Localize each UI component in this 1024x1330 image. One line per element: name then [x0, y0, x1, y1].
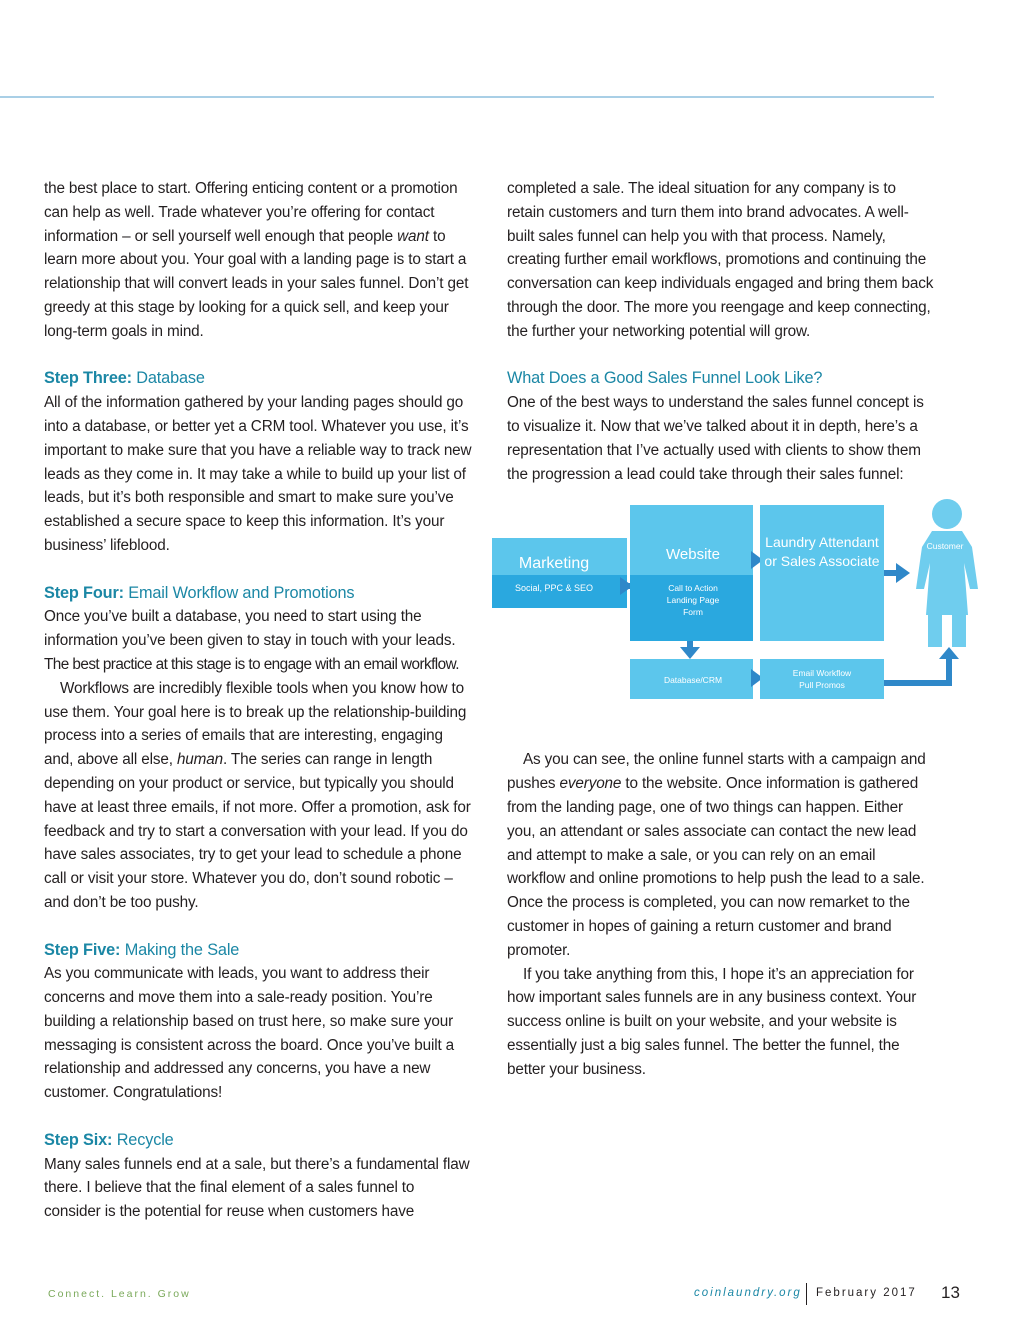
right-paragraph-1: As you can see, the online funnel starts with a campaign and pushes everyone to the website. Once information is gathered from the landing page, one of two things can happen. Either you, an attendant or sales associate can contact the new lead and attempt to make a sale, or you can rely on an email workflow and online promotions to help push the lead to a sale. Once the process is completed, you can now remarket to the customer in hopes of gaining a return customer and brand promoter.: [507, 751, 926, 959]
left-column: [44, 177, 472, 1224]
email-line-1: Email Workflow: [792, 668, 852, 678]
step-three-heading: Step Three: Database: [44, 369, 205, 388]
step-three-body: All of the information gathered by your landing pages should go into a database, or better yet a CRM tool. Whatever you use, it’s important to make sure that you have a reliable way to track new leads as they come in. It may take a while to build up your list of leads, but it’s both responsible and smart to make sure you’ve established a secure space to keep this information. It’s your business’ lifeblood.: [44, 394, 472, 554]
arrow-email-customer: [884, 647, 959, 683]
marketing-box: [492, 538, 627, 608]
step-six-body: Many sales funnels end at a sale, but there’s a fundamental flaw there. I believe that the final element of a sales funnel to consider is the potential for reuse when customers have: [44, 1155, 470, 1221]
customer-label: Customer: [926, 541, 964, 551]
section-body: One of the best ways to understand the sales funnel concept is to visualize it. Now that we’ve talked about it in depth, here’s a representation that I’ve actually used with clients to show them the progression a lead could take through their sales funnel:: [507, 394, 924, 483]
arrow-website-database: [680, 641, 700, 659]
step-four-heading: Step Four: Email Workflow and Promotions: [44, 583, 355, 602]
database-label: Database/CRM: [663, 675, 723, 685]
arrow-attendant-customer: [884, 563, 910, 583]
footer-date: February 2017: [816, 1287, 917, 1299]
database-box: [630, 659, 753, 699]
step-six-heading: Step Six: Recycle: [44, 1130, 174, 1149]
right-paragraph-2: If you take anything from this, I hope it’s an appreciation for how important sales funnels are in any business context. Your success online is built on your website, and your website is essentially just a big sales funnel. The better the funnel, the better your business.: [507, 965, 917, 1078]
attendant-box: [760, 505, 884, 641]
step-five-heading: Step Five: Making the Sale: [44, 940, 240, 959]
customer-icon: [916, 499, 978, 647]
website-sub-2: Landing Page: [666, 595, 720, 605]
attendant-line-2: or Sales Associate: [764, 553, 880, 569]
email-workflow-box: [760, 659, 884, 699]
footer-separator: [806, 1283, 807, 1305]
footer-site-link[interactable]: coinlaundry.org: [694, 1287, 802, 1299]
top-rule: [0, 96, 934, 98]
email-line-2: Pull Promos: [799, 680, 845, 690]
step-four-body-2: Workflows are incredibly flexible tools when you know how to use them. Your goal here is to break up the relationship-building process into a series of emails that are interesting, engaging and, above all else, human. The series can range in length depending on your product or service, but typically you should have at least three emails, if not more. Offer a promotion, ask for feedback and try to start a conversation with your lead. If you do have sales associates, try to get your lead to schedule a phone call or visit your store. Whatever you do, don’t sound robotic – and don’t be too pushy.: [44, 679, 471, 911]
page-number: 13: [941, 1283, 960, 1302]
section-heading: What Does a Good Sales Funnel Look Like?: [507, 369, 823, 388]
website-title: Website: [666, 546, 720, 563]
website-sub-1: Call to Action: [668, 583, 718, 593]
left-intro-paragraph: the best place to start. Offering enticing content or a promotion can help as well. Trade whatever you’re offering for contact information – or sell yourself well enough that people want to learn more about you. Your goal with a landing page is to start a relationship that will convert leads in your sales funnel. Don’t get greedy at this stage by looking for a quick sell, and keep your long-term goals in mind.: [44, 180, 469, 340]
marketing-title: Marketing: [518, 555, 590, 572]
marketing-subtitle: Social, PPC & SEO: [514, 583, 594, 593]
sales-funnel-diagram: [492, 497, 982, 705]
attendant-line-1: Laundry Attendant: [765, 534, 879, 550]
website-sub-3: Form: [683, 607, 703, 617]
website-box: [630, 505, 753, 641]
step-five-body: As you communicate with leads, you want to address their concerns and move them into a sale-ready position. You’re building a relationship based on trust here, so make sure your messaging is consistent across the board. Once you’ve built a relationship and addressed any concerns, you have a new customer. Congratulations!: [44, 965, 455, 1102]
right-intro-paragraph: completed a sale. The ideal situation for any company is to retain customers and turn them into brand advocates. A well-built sales funnel can help you with that process. Namely, creating further email workflows, promotions and continuing the conversation can keep individuals engaged and bring them back through the door. The more you reengage and keep connecting, the further your networking potential will grow.: [507, 180, 934, 340]
page-footer: [0, 1283, 1024, 1307]
footer-tagline: Connect. Learn. Grow: [48, 1288, 191, 1300]
step-four-body: Once you’ve built a database, you need to start using the information you’ve been given to stay in touch with your leads. The best practice at this stage is to engage with an email workflow.: [44, 608, 459, 673]
